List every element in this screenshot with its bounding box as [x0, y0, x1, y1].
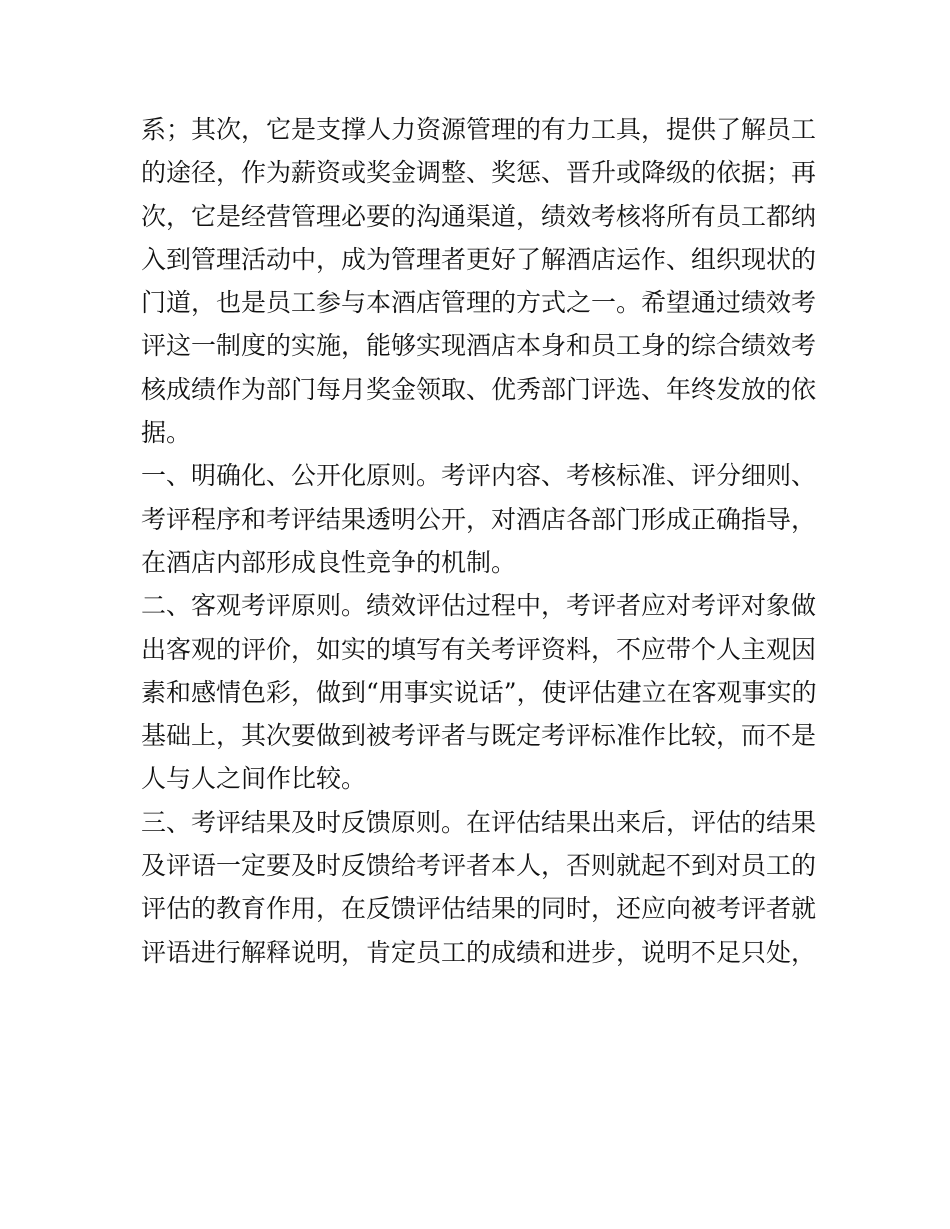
text-line: 出客观的评价，如实的填写有关考评资料，不应带个人主观因	[141, 634, 817, 664]
text-line: 的途径，作为薪资或奖金调整、奖惩、晋升或降级的依据；再	[141, 158, 817, 188]
text-line: 评估的教育作用，在反馈评估结果的同时，还应向被考评者就	[141, 894, 817, 924]
text-line: 入到管理活动中，成为管理者更好了解酒店运作、组织现状的	[141, 244, 817, 274]
text-line: 次，它是经营管理必要的沟通渠道，绩效考核将所有员工都纳	[141, 201, 817, 231]
text-line: 三、考评结果及时反馈原则。在评估结果出来后，评估的结果	[141, 807, 817, 837]
text-line: 评这一制度的实施，能够实现酒店本身和员工身的综合绩效考	[141, 331, 817, 361]
text-line: 在酒店内部形成良性竞争的机制。	[141, 547, 517, 577]
text-line: 及评语一定要及时反馈给考评者本人，否则就起不到对员工的	[141, 851, 817, 881]
document-body	[141, 108, 821, 974]
text-line: 考评程序和考评结果透明公开，对酒店各部门形成正确指导，	[141, 504, 817, 534]
text-line: 二、客观考评原则。绩效评估过程中，考评者应对考评对象做	[141, 591, 817, 621]
text-line: 系；其次，它是支撑人力资源管理的有力工具，提供了解员工	[141, 115, 817, 144]
text-line: 评语进行解释说明，肯定员工的成绩和进步，说明不足只处，	[141, 937, 817, 967]
text-line: 一、明确化、公开化原则。考评内容、考核标准、评分细则、	[141, 461, 817, 491]
text-line: 门道，也是员工参与本酒店管理的方式之一。希望通过绩效考	[141, 288, 817, 318]
text-line: 素和感情色彩，做到“用事实说话”，使评估建立在客观事实的	[141, 677, 817, 707]
text-line: 据。	[141, 418, 192, 448]
text-line: 人与人之间作比较。	[141, 764, 367, 794]
text-line: 基础上，其次要做到被考评者与既定考评标准作比较，而不是	[141, 721, 817, 751]
text-line: 核成绩作为部门每月奖金领取、优秀部门评选、年终发放的依	[141, 374, 817, 404]
